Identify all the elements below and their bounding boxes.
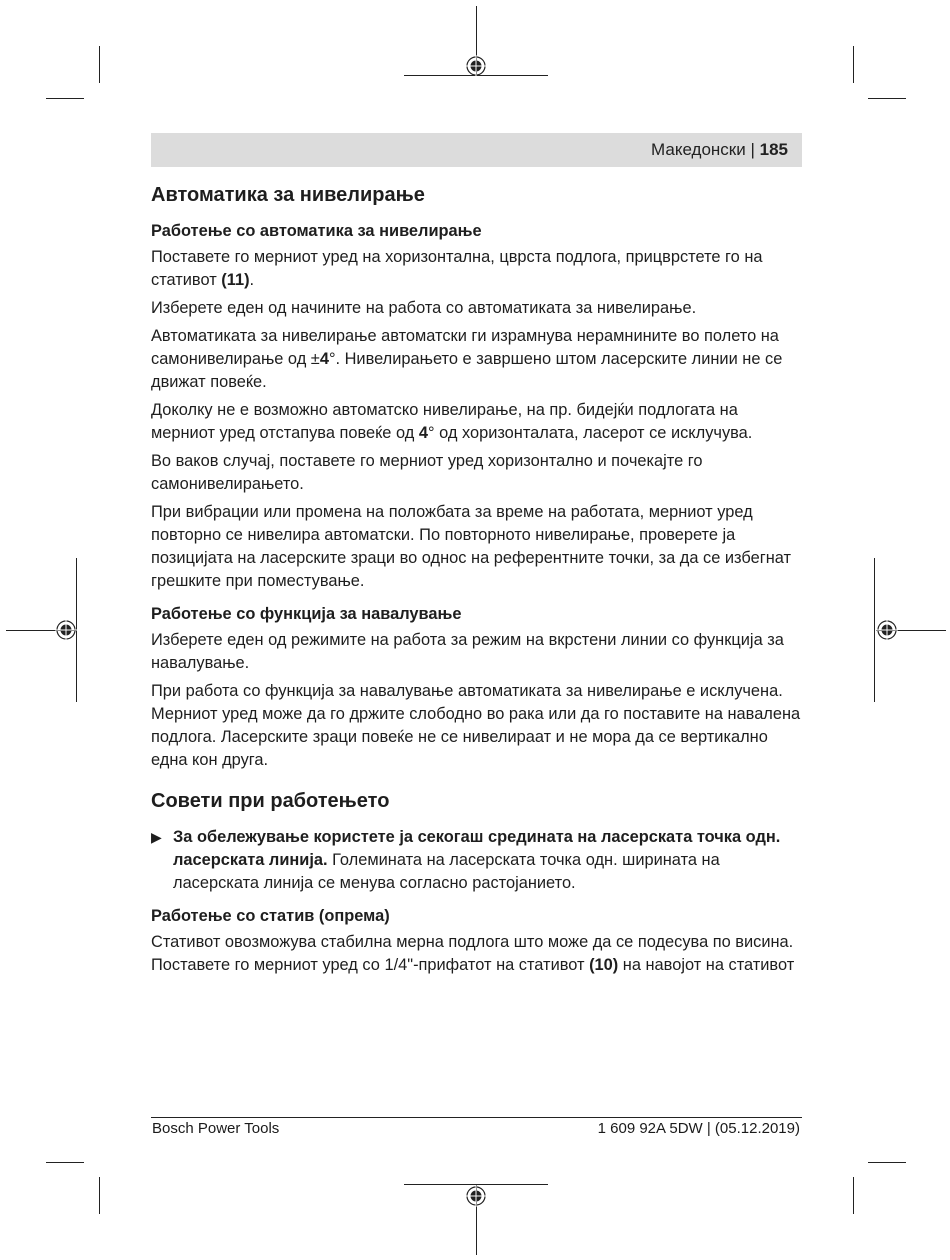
paragraph: Изберете еден од начините на работа со автоматиката за нивелирање. xyxy=(151,299,697,317)
header-language: Македонски xyxy=(651,140,746,159)
paragraph: Поставете го мерниот уред на хоризонтална, цврста подлога, прицврстете го на стативот (11). xyxy=(151,248,763,289)
paragraph: Доколку не е возможно автоматско нивелирање, на пр. бидејќи подлогата на мерниот уред отстапува повеќе од 4° од хоризонталата, ласерот се исклучува. xyxy=(151,401,753,442)
paragraph: Во ваков случај, поставете го мерниот уред хоризонтално и почекајте го самонивелирањето. xyxy=(151,452,703,493)
paragraph: Стативот овозможува стабилна мерна подлога што може да се подесува по висина. Поставете го мерниот уред со 1/4"-прифатот на стативот (10) на навојот на стативот xyxy=(151,933,795,974)
registration-mark-icon xyxy=(465,55,487,77)
registration-mark-icon xyxy=(465,1185,487,1207)
paragraph: При работа со функција за навалување автоматиката за нивелирање е исклучена. Мерниот уред може да го држите слободно во рака или да го поставите на навалена подлога. Ласерските зраци повеќе не се нивелираат и не мора да се вертикално една кон друга. xyxy=(151,682,801,769)
subsection-title-auto-leveling: Работење со автоматика за нивелирање xyxy=(151,222,482,240)
bullet-item xyxy=(151,826,803,895)
footer-brand: Bosch Power Tools xyxy=(152,1120,280,1137)
header-text xyxy=(651,140,788,160)
header-separator: | xyxy=(750,140,755,159)
footer-doc-code: 1 609 92A 5DW | (05.12.2019) xyxy=(597,1120,800,1137)
paragraph: Изберете еден од режимите на работа за режим на вкрстени линии со функција за навалување. xyxy=(151,631,784,672)
section-title-leveling: Автоматика за нивелирање xyxy=(151,184,425,206)
reference-number: (10) xyxy=(589,956,619,974)
section-title-tips: Совети при работењето xyxy=(151,790,390,812)
bullet-bold-text: За обележување користете ја секогаш средината на ласерската точка одн. ласерската линија. xyxy=(173,828,781,869)
reference-number: (11) xyxy=(221,271,250,289)
bullet-arrow-icon: ▶ xyxy=(151,829,162,845)
paragraph: При вибрации или промена на положбата за време на работата, мерниот уред повторно се нивелира автоматски. По повторното нивелирање, проверете ја позицијата на ласерските зраци во однос на референтните точки, за да се избегнат грешките при поместување. xyxy=(151,503,792,590)
registration-mark-icon xyxy=(876,619,898,641)
bullet-text: Големината на ласерската точка одн. ширината на ласерската линија се менува согласно растојанието. xyxy=(173,851,720,892)
page-number: 185 xyxy=(759,140,788,159)
page-header xyxy=(151,133,802,167)
subsection-title-tripod: Работење со статив (опрема) xyxy=(151,907,390,925)
page-body xyxy=(151,180,803,977)
paragraph: Автоматиката за нивелирање автоматски ги израмнува нерамнините во полето на самонивелирање од ±4°. Нивелирањето е завршено штом ласерските линии не се движат повеќе. xyxy=(151,327,783,391)
value-bold: 4 xyxy=(319,350,329,368)
subsection-title-tilt-function: Работење со функција за навалување xyxy=(151,605,462,623)
value-bold: 4 xyxy=(418,424,428,442)
registration-mark-icon xyxy=(55,619,77,641)
footer-rule xyxy=(151,1117,802,1118)
